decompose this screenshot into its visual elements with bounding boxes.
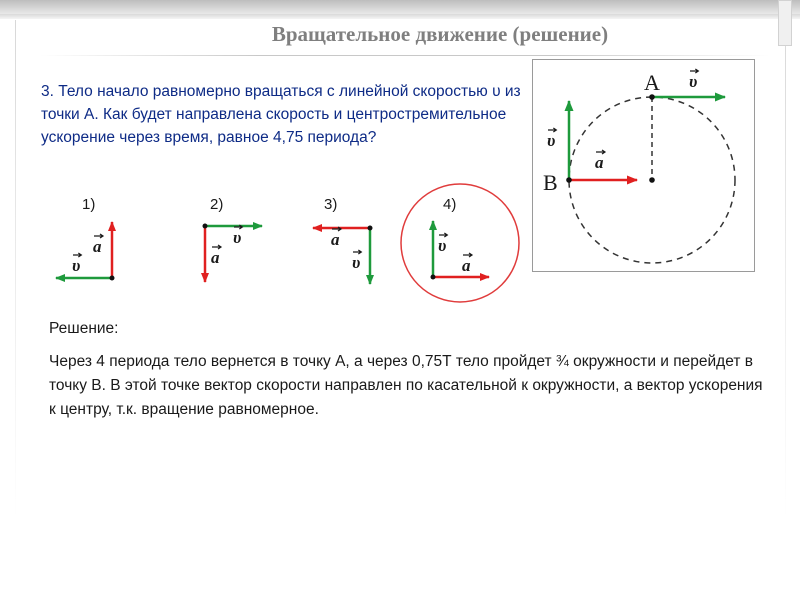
center-dot bbox=[649, 177, 655, 183]
circle-motion-figure bbox=[533, 60, 753, 270]
option-3-vectors bbox=[313, 226, 373, 285]
acceleration-at-b-label: a bbox=[595, 153, 604, 172]
velocity-at-a-label: υ bbox=[689, 72, 698, 91]
option-2-acceleration-label: a bbox=[211, 248, 220, 267]
option-4-label: 4) bbox=[443, 196, 457, 213]
solution-text: Через 4 периода тело вернется в точку А, а через 0,75Т тело пройдет ¾ окружности и перейдет в точку В. В этой точке вектор скорости направлен по касательной к окружности, а вектор ускорения к центру, т.к. вращение равномерное. bbox=[49, 353, 763, 418]
option-3-acceleration-label: a bbox=[331, 230, 340, 249]
option-4-vectors bbox=[431, 221, 490, 280]
option-3-point bbox=[368, 226, 373, 231]
option-1-label: 1) bbox=[82, 196, 96, 213]
point-a-dot bbox=[649, 94, 655, 100]
point-b-label: B bbox=[543, 170, 558, 195]
point-a-label: A bbox=[644, 70, 660, 95]
solution-heading: Решение: bbox=[49, 320, 119, 337]
option-3-velocity-label: υ bbox=[352, 253, 361, 272]
option-4-point bbox=[431, 275, 436, 280]
problem-statement: 3. Тело начало равномерно вращаться с линейной скоростью υ из точки А. Как будет направлена скорость и центростремительное ускорение через время, равное 4,75 периода? bbox=[41, 83, 521, 146]
option-4-acceleration-label: a bbox=[462, 256, 471, 275]
point-b-dot bbox=[566, 177, 572, 183]
option-4-velocity-label: υ bbox=[438, 236, 447, 255]
option-1-vectors bbox=[56, 222, 115, 281]
option-3-label: 3) bbox=[324, 196, 338, 213]
slide-title: Вращательное движение (решение) bbox=[271, 22, 609, 46]
option-1-velocity-label: υ bbox=[72, 256, 81, 275]
option-1-point bbox=[110, 276, 115, 281]
correct-answer-circle bbox=[401, 184, 519, 302]
option-2-velocity-label: υ bbox=[233, 228, 242, 247]
velocity-at-b-label: υ bbox=[547, 131, 556, 150]
option-2-point bbox=[203, 224, 208, 229]
option-2-vectors bbox=[203, 224, 263, 283]
option-2-label: 2) bbox=[210, 196, 224, 213]
option-1-acceleration-label: a bbox=[93, 237, 102, 256]
motion-diagram bbox=[532, 59, 755, 272]
